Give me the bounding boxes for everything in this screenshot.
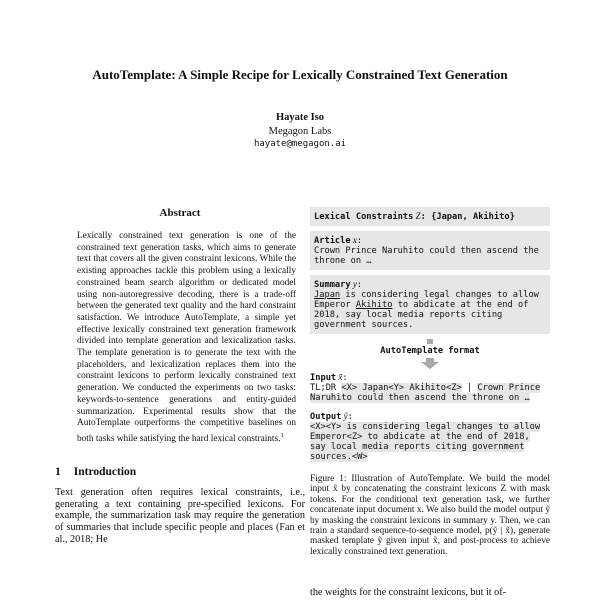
output-line4-text: sources.<W>: [310, 452, 368, 462]
summary-entity-akihito: Akihito: [355, 300, 393, 310]
summary-label: Summary: [314, 280, 351, 290]
abstract-heading: Abstract: [159, 207, 201, 219]
output-line2: [310, 432, 550, 442]
article-var: x: [350, 235, 357, 245]
article-text-line2: throne on …: [314, 256, 372, 266]
constraints-value: : {Japan, Akihito}: [420, 212, 515, 222]
figure-article-block: [310, 231, 550, 270]
summary-label-line: [314, 279, 546, 290]
input-separator: |: [461, 383, 478, 393]
article-label-line: [314, 235, 546, 246]
section-title: Introduction: [73, 465, 137, 478]
figure-summary-block: [310, 275, 550, 334]
summary-var: y: [350, 279, 357, 289]
input-document-start: Crown Prince: [477, 383, 541, 393]
summary-text-line3: 2018, say local media reports citing: [314, 310, 503, 320]
arrow-label: AutoTemplate format: [380, 346, 480, 356]
output-label-line: [310, 411, 550, 422]
output-label: Output: [310, 412, 342, 422]
autotemplate-format-arrow: [310, 339, 550, 369]
down-arrow-icon: [421, 362, 439, 369]
author-affiliation: Megagon Labs: [268, 126, 332, 137]
input-line1: [310, 383, 550, 393]
introduction-paragraph: Text generation often requires lexical constraints, i.e., generating a text containing pre-specified lexicons. For example, the summarization task may require the generation of summaries that include specific people and places (Fan et al., 2018; He: [55, 486, 305, 545]
summary-entity-japan: Japan: [314, 290, 341, 300]
summary-text-line4: government sources.: [314, 320, 414, 330]
author-email: hayate@megagon.ai: [253, 139, 347, 149]
summary-line2-rest: to abdicate at the end of: [392, 300, 529, 310]
output-line3-text: say local media reports citing government: [310, 442, 525, 452]
paper-title: AutoTemplate: A Simple Recipe for Lexically Constrained Text Generation: [92, 67, 508, 82]
constraints-var: Z: [413, 211, 421, 221]
summary-line1-rest: is considering legal changes to allow: [340, 290, 539, 300]
input-prefix: TL;DR: [310, 383, 342, 393]
output-line1-text: <X><Y> is considering legal changes to allow: [310, 422, 541, 432]
section-number: 1: [55, 465, 61, 478]
footnote-marker: 1: [280, 431, 284, 439]
summary-line2-pre: Emperor: [314, 300, 356, 310]
input-label-line: [310, 372, 550, 383]
arrow-tail-icon: [427, 339, 433, 344]
right-column-body-text: the weights for the constraint lexicons, but it of-: [310, 587, 507, 599]
input-document-cont: Naruhito could then ascend the throne on …: [310, 393, 530, 403]
output-var: ỹ: [341, 411, 348, 421]
output-line2-text: Emperor<Z> to abdicate at the end of 2018,: [310, 432, 530, 442]
abstract-text: Lexically constrained text generation is one of the constrained text generation tasks, which aims to generate text that covers all the given constraint lexicons. While the existing approaches tackle this problem using a lexically constrained beam search algorithm or dedicated model using non-autoregressive decoding, there is a trade-off between the generated text quality and the hard constraint satisfaction. We introduce AutoTemplate, a simple yet effective lexically constrained text generation framework divided into template generation and lexicalization tasks. The template generation is to generate the text with the placeholders, and lexicalization replaces them into the constraint lexicons to perform lexically constrained text generation. We conducted the experiments on two tasks: keywords-to-sentence generations and entity-guided summarization. Experimental results show that the AutoTemplate outperforms the competitive baselines on both tasks while satisfying the hard lexical constraints.: [77, 231, 296, 445]
output-line4: [310, 452, 550, 462]
article-colon: :: [356, 236, 363, 246]
figure-input-text: [310, 383, 550, 403]
section-heading-introduction: [55, 466, 305, 478]
summary-colon: :: [356, 280, 363, 290]
figure-constraints-block: [310, 207, 550, 226]
author-name: Hayate Iso: [275, 112, 325, 123]
output-line1: [310, 422, 550, 432]
input-var: x̃: [336, 372, 343, 382]
figure-output-text: [310, 422, 550, 462]
summary-text-line2: [314, 300, 546, 310]
abstract-body: [77, 231, 296, 446]
article-label: Article: [314, 236, 351, 246]
input-mask-tokens: <X> Japan<Y> Akihito<Z>: [341, 383, 462, 393]
right-column: [310, 207, 550, 599]
constraints-label: Lexical Constraints: [314, 212, 414, 222]
article-text-line1: Crown Prince Naruhito could then ascend the: [314, 246, 539, 256]
left-column: [55, 207, 305, 546]
summary-text-line1: [314, 290, 546, 300]
output-line3: [310, 442, 550, 452]
output-colon: :: [347, 412, 353, 422]
input-line2: [310, 393, 550, 403]
input-colon: :: [342, 373, 348, 383]
input-label: Input: [310, 373, 337, 383]
figure-caption: Figure 1: Illustration of AutoTemplate. We build the model input x̃ by concatenating the constraint lexicons Z with mask tokens. For the conditional text generation task, we further concatenate input document x. We also build the model output ỹ by masking the constraint lexicons in summary y. Then, we can train a standard sequence-to-sequence model, p(ỹ | x̃), generate masked template ỹ given input x̃, and post-process to achieve lexically constrained text generation.: [310, 474, 550, 557]
